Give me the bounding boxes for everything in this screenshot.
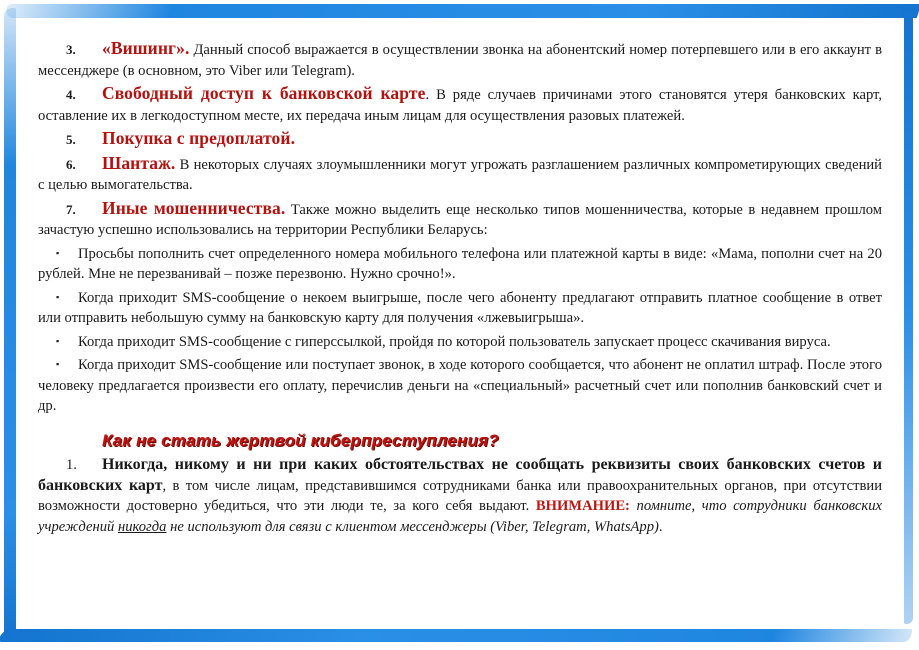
item-heading: «Вишинг». [102, 38, 190, 58]
bullet-text: Просьбы пополнить счет определенного номера мобильного телефона или платежной карты в виде: «Мама, пополни счет на 20 рублей. Мне не перезванивай – позже перезвоню. Нужно срочно!». [38, 245, 882, 282]
item-number: 5. [66, 132, 76, 147]
bullet-item [38, 243, 882, 285]
bullet-text: Когда приходит SMS-сообщение о некоем выигрыше, после чего абоненту предлагают отправить платное сообщение в ответ или отправить небольшую сумму на банковскую карту для получения «лжевыигрыша». [38, 289, 882, 326]
bullet-item [38, 354, 882, 417]
advice-item [38, 455, 882, 537]
bullet-square-icon: ▪ [56, 359, 60, 369]
advice-text: , в том числе лицам, представившимся сотрудниками банка или правоохранительных органов, при отсутствии возможности достоверно убедиться, что эти люди те, за кого себя выдают. [38, 477, 883, 514]
item-text: Также можно выделить еще несколько типов мошенничества, которые в недавнем прошлом зачастую успешно использовались на территории Республики Беларусь: [38, 201, 882, 238]
list-item-prepayment [38, 128, 882, 151]
item-number: 3. [66, 42, 76, 57]
advice-italic-text: помните, что сотрудники банковских учреждений [38, 498, 882, 535]
list-item-vishing [38, 38, 882, 81]
advice-underlined-word: никогда [117, 518, 167, 535]
bullet-square-icon: ▪ [56, 335, 60, 346]
item-number: 7. [66, 201, 76, 217]
advice-end: . [658, 518, 663, 535]
bullet-item [38, 287, 882, 329]
item-heading: Шантаж. [102, 152, 176, 173]
item-heading: Покупка с предоплатой. [102, 128, 296, 148]
frame-bottom-stroke [0, 629, 913, 642]
list-item-other-fraud [38, 198, 882, 241]
bullet-square-icon: ▪ [56, 291, 60, 302]
advice-italic-text-end: не используют для связи с клиентом мессенджеры (Viber, Telegram, WhatsApp) [166, 518, 659, 535]
attention-label: ВНИМАНИЕ: [535, 498, 630, 514]
bullet-text: Когда приходит SMS-сообщение с гиперссылкой, пройдя по которой пользователь запускает процесс скачивания вируса. [78, 333, 831, 350]
item-number: 4. [66, 87, 76, 102]
item-text: . В ряде случаев причинами этого становятся утеря банковских карт, оставление их в легкодоступном месте, их передача иным лицам для осуществления разовых платежей. [38, 87, 882, 124]
list-item-card-access [38, 83, 882, 126]
frame-right-stroke [904, 4, 913, 624]
item-number: 6. [66, 156, 76, 172]
bullet-text: Когда приходит SMS-сообщение или поступает звонок, в ходе которого сообщается, что абонент не оплатил штраф. После этого человеку предлагается произвести его оплату, перечислив деньги на «специальный» расчетный счет или пополнив банковский счет и др. [38, 357, 882, 414]
section-title: Как не стать жертвой киберпреступления? [102, 430, 499, 450]
item-heading: Свободный доступ к банковской карте [102, 83, 426, 103]
advice-number: 1. [66, 457, 77, 473]
item-text: В некоторых случаях злоумышленники могут угрожать разглашением различных компрометирующих сведений с целью вымогательства. [38, 156, 882, 193]
item-text: Данный способ выражается в осуществлении звонка на абонентский номер потерпевшего или в его аккаунт в мессенджере (в основном, это Viber или Telegram). [38, 42, 882, 79]
bullet-item [38, 331, 882, 353]
frame-top-stroke [4, 4, 919, 18]
list-item-blackmail [38, 153, 882, 196]
bullet-square-icon: ▪ [56, 247, 60, 258]
frame-left-stroke [4, 8, 16, 640]
advice-bold-text: Никогда, никому и ни при каких обстоятельствах не сообщать реквизиты своих банковских счетов и банковских карт [38, 456, 882, 494]
document-body [38, 38, 882, 537]
item-heading: Иные мошенничества. [102, 197, 286, 218]
